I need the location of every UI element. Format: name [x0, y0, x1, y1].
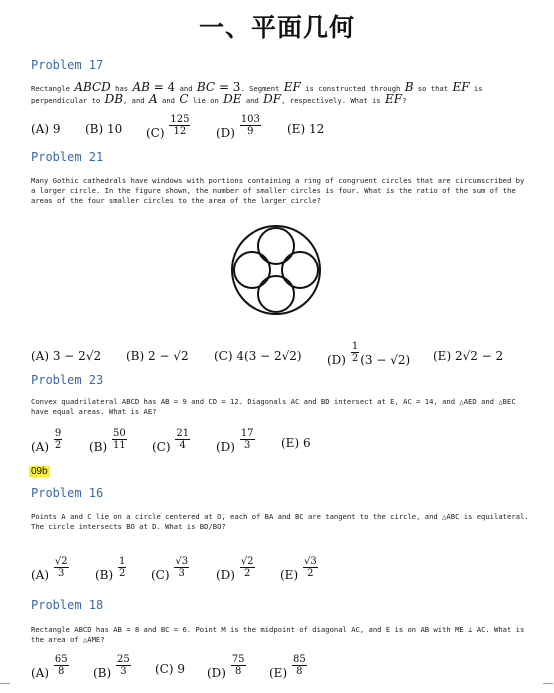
answer-b: (B) 2 − √2: [126, 349, 189, 363]
answer-a: (A) $\frac{65}{8}$: [31, 654, 68, 680]
answer-e: (E) 6: [281, 436, 311, 450]
problem-16-text: Points A and C lie on a circle centered at O, each of BA and BC are tangent to the circle, and △ABC is equilateral. The circle intersects BO at D. What is BD/BO?: [31, 512, 529, 531]
answer-e: (E) $\frac{85}{8}$: [269, 654, 306, 680]
highlight-label: 09b: [31, 466, 48, 477]
problem-18-heading: Problem 18: [31, 598, 104, 612]
problem-23-text: Convex quadrilateral ABCD has AB = 9 and CD = 12. Diagonals AC and BD intersect at E, AC = 14, and △AED and △BEC have equal areas. What is AE?: [31, 397, 516, 416]
large-circle: [232, 226, 320, 314]
problem-17-text: Rectangle ABCD has AB = 4 and BC = 3. Segment EF is constructed through B so that EF is perpendicular to DB, and A and C lie on DE and DF, respectively. What is EF?: [31, 80, 483, 106]
answer-a: (A) 3 − 2√2: [31, 349, 102, 363]
answer-e: (E) 2√2 − 2: [433, 349, 504, 363]
answer-d: (D) $\frac{17}{3}$: [216, 428, 254, 454]
answer-d: (D) $\frac{75}{8}$: [207, 654, 245, 680]
problem-23-heading: Problem 23: [31, 373, 104, 387]
answer-a: (A) $\frac{√2}{3}$: [31, 556, 68, 582]
page-corner-mark-right: [543, 683, 553, 692]
answer-b: (B) 10: [85, 122, 123, 136]
problem-18-text: Rectangle ABCD has AB = 8 and BC = 6. Point M is the midpoint of diagonal AC, and E is on AB with ME ⊥ AC. What is the area of △AME?: [31, 625, 525, 644]
answer-e: (E) 12: [287, 122, 325, 136]
answer-e: (E) $\frac{√3}{2}$: [280, 556, 317, 582]
gothic-window-figure: [228, 216, 324, 324]
answer-b: (B) $\frac{25}{3}$: [93, 654, 130, 680]
answer-c: (C) $\frac{21}{4}$: [152, 428, 190, 454]
problem-21-heading: Problem 21: [31, 150, 104, 164]
answer-d: (D) $\frac{103}{9}$: [216, 114, 260, 140]
answer-c: (C) $\frac{√3}{3}$: [151, 556, 189, 582]
problem-21-text: Many Gothic cathedrals have windows with portions containing a ring of congruent circles that are circumscribed by a larger circle. In the figure shown, the number of smaller circles is four. What is the ratio of the sum of the areas of the four smaller circles to the area of the larger circle?: [31, 176, 525, 205]
answer-c: (C) 4(3 − 2√2): [214, 349, 302, 363]
page-corner-mark-left: [0, 683, 10, 692]
problem-17-heading: Problem 17: [31, 58, 104, 72]
answer-b: (B) $\frac{50}{11}$: [89, 428, 126, 454]
problem-16-heading: Problem 16: [31, 486, 104, 500]
small-circle-top: [258, 228, 294, 264]
answer-d: (D) $\frac{1}{2}$ (3 − √2): [327, 341, 411, 367]
answer-c: (C) 9: [155, 662, 186, 676]
answer-b: (B) $\frac{1}{2}$: [95, 556, 126, 582]
answer-d: (D) $\frac{√2}{2}$: [216, 556, 254, 582]
small-circle-bottom: [258, 276, 294, 312]
small-circle-left: [234, 252, 270, 288]
answer-c: (C) $\frac{125}{12}$: [146, 114, 190, 140]
small-circle-right: [282, 252, 318, 288]
answer-a: (A) 9: [31, 122, 61, 136]
section-title: 一、平面几何: [198, 13, 355, 42]
answer-a: (A) $\frac{9}{2}$: [31, 428, 62, 454]
